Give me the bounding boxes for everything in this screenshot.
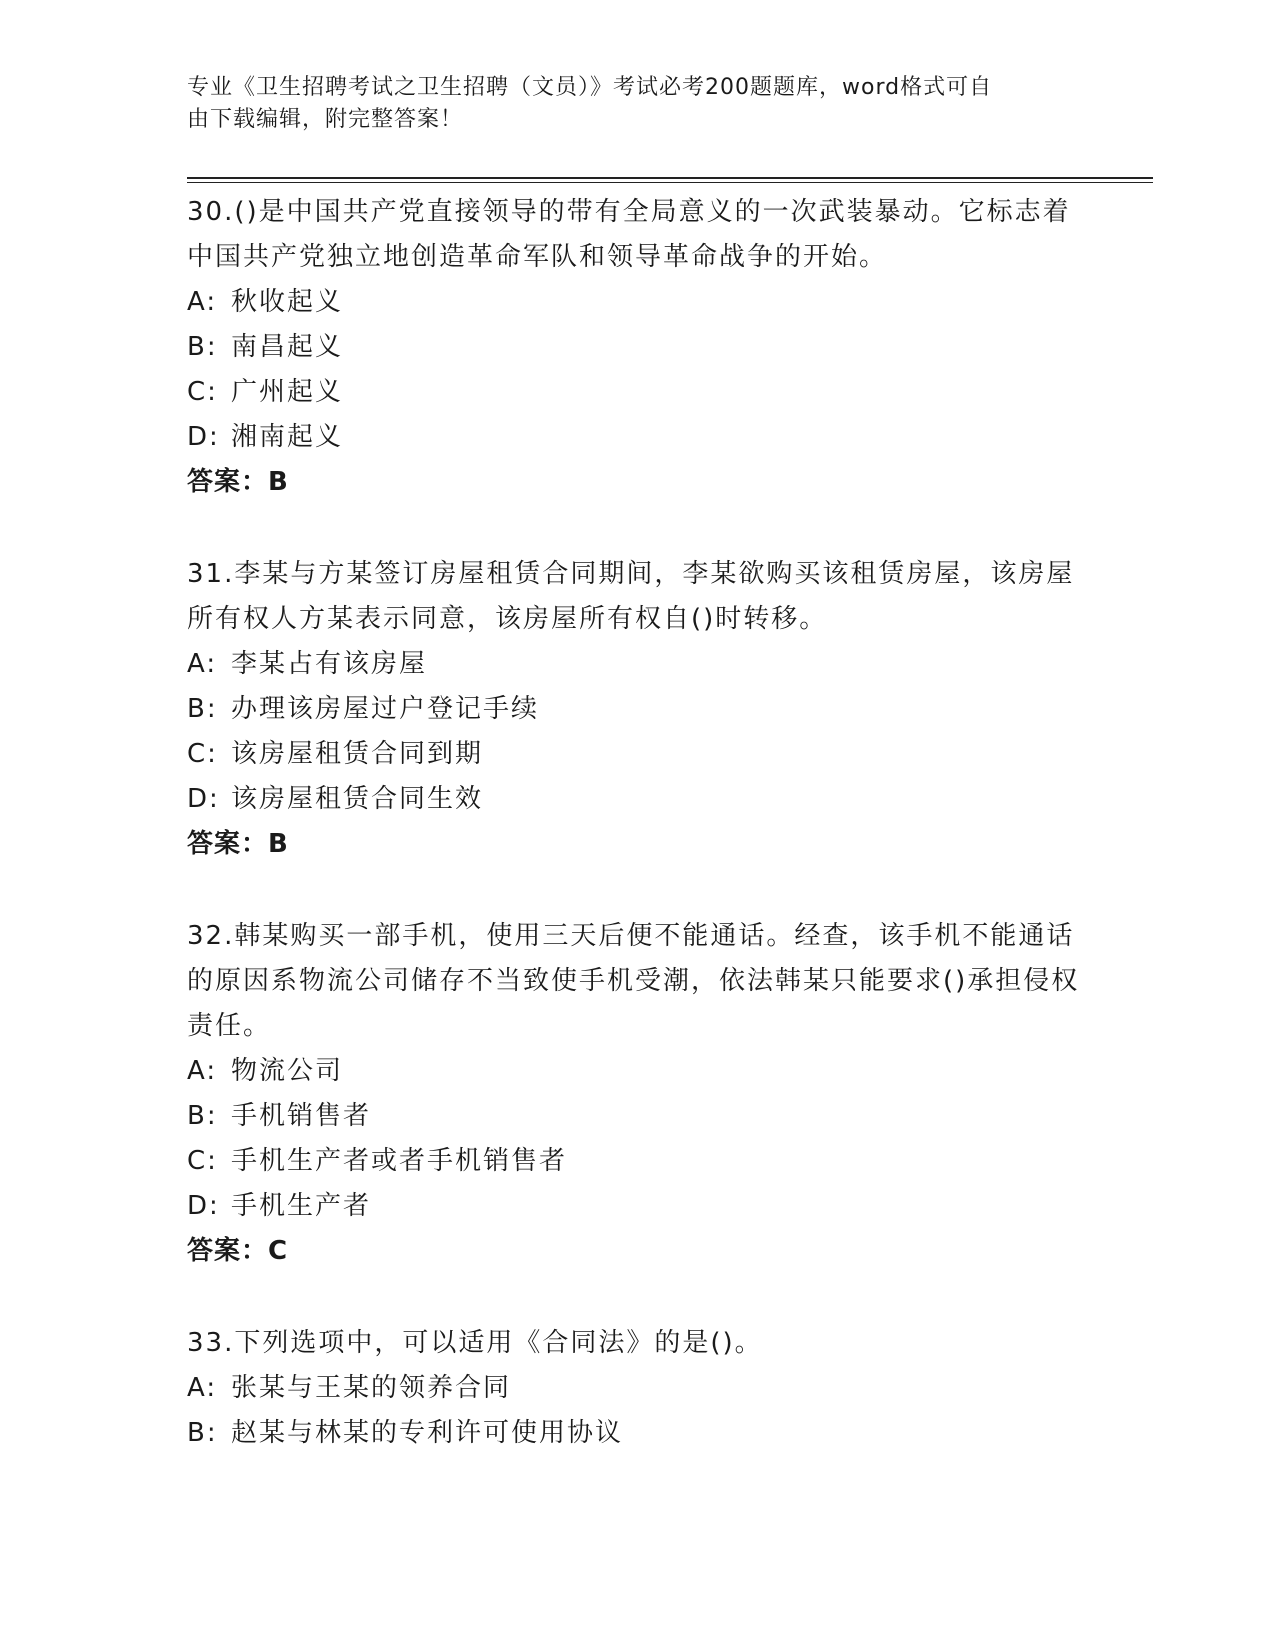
option-label: C: — [187, 739, 218, 769]
option-label: B: — [187, 694, 218, 724]
option-c — [187, 732, 1087, 777]
question-list — [187, 190, 1087, 1503]
question-stem: 32.韩某购买一部手机，使用三天后便不能通话。经查，该手机不能通话的原因系物流公司储存不当致使手机受潮，依法韩某只能要求()承担侵权责任。 — [187, 921, 1080, 1041]
option-text: 李某占有该房屋 — [231, 649, 428, 679]
option-label: C: — [187, 377, 218, 407]
header-title-line2: 由下载编辑，附完整答案！ — [187, 107, 464, 132]
option-label: A: — [187, 287, 218, 317]
option-text: 办理该房屋过户登记手续 — [231, 694, 540, 724]
option-text: 秋收起义 — [231, 287, 344, 317]
header-rule-thin — [187, 182, 1153, 183]
option-b — [187, 325, 1087, 370]
question-30 — [187, 190, 1087, 505]
option-label: C: — [187, 1146, 218, 1176]
option-text: 手机生产者 — [231, 1191, 372, 1221]
option-d — [187, 777, 1087, 822]
option-text: 该房屋租赁合同到期 — [231, 739, 484, 769]
option-label: B: — [187, 1101, 218, 1131]
option-text: 湘南起义 — [231, 422, 344, 452]
option-text: 广州起义 — [231, 377, 344, 407]
option-text: 赵某与林某的专利许可使用协议 — [231, 1418, 624, 1448]
option-text: 物流公司 — [231, 1056, 344, 1086]
option-label: A: — [187, 1373, 218, 1403]
option-a — [187, 1366, 1087, 1411]
option-b — [187, 1094, 1087, 1139]
option-label: D: — [187, 784, 220, 814]
header-title-line1: 专业《卫生招聘考试之卫生招聘（文员）》考试必考200题题库，word格式可自 — [187, 75, 993, 100]
question-stem: 30.()是中国共产党直接领导的带有全局意义的一次武装暴动。它标志着中国共产党独立地创造革命军队和领导革命战争的开始。 — [187, 197, 1071, 272]
option-d — [187, 1184, 1087, 1229]
answer-line: 答案：B — [187, 829, 289, 859]
option-text: 手机生产者或者手机销售者 — [231, 1146, 568, 1176]
question-32 — [187, 914, 1087, 1274]
option-d — [187, 415, 1087, 460]
question-31 — [187, 552, 1087, 867]
option-a — [187, 1049, 1087, 1094]
option-label: A: — [187, 1056, 218, 1086]
option-text: 张某与王某的领养合同 — [231, 1373, 512, 1403]
option-label: B: — [187, 332, 218, 362]
question-stem: 33.下列选项中，可以适用《合同法》的是()。 — [187, 1328, 763, 1358]
option-text: 手机销售者 — [231, 1101, 372, 1131]
option-label: D: — [187, 1191, 220, 1221]
option-text: 该房屋租赁合同生效 — [231, 784, 484, 814]
question-33 — [187, 1321, 1087, 1456]
question-stem: 31.李某与方某签订房屋租赁合同期间，李某欲购买该租赁房屋，该房屋所有权人方某表示同意，该房屋所有权自()时转移。 — [187, 559, 1075, 634]
header-rule-thick — [187, 177, 1153, 179]
option-a — [187, 280, 1087, 325]
answer-line: 答案：C — [187, 1236, 289, 1266]
option-b — [187, 1411, 1087, 1456]
option-b — [187, 687, 1087, 732]
document-header — [187, 72, 1067, 136]
option-a — [187, 642, 1087, 687]
option-label: B: — [187, 1418, 218, 1448]
option-label: D: — [187, 422, 220, 452]
answer-line: 答案：B — [187, 467, 289, 497]
option-text: 南昌起义 — [231, 332, 344, 362]
option-c — [187, 1139, 1087, 1184]
option-label: A: — [187, 649, 218, 679]
option-c — [187, 370, 1087, 415]
